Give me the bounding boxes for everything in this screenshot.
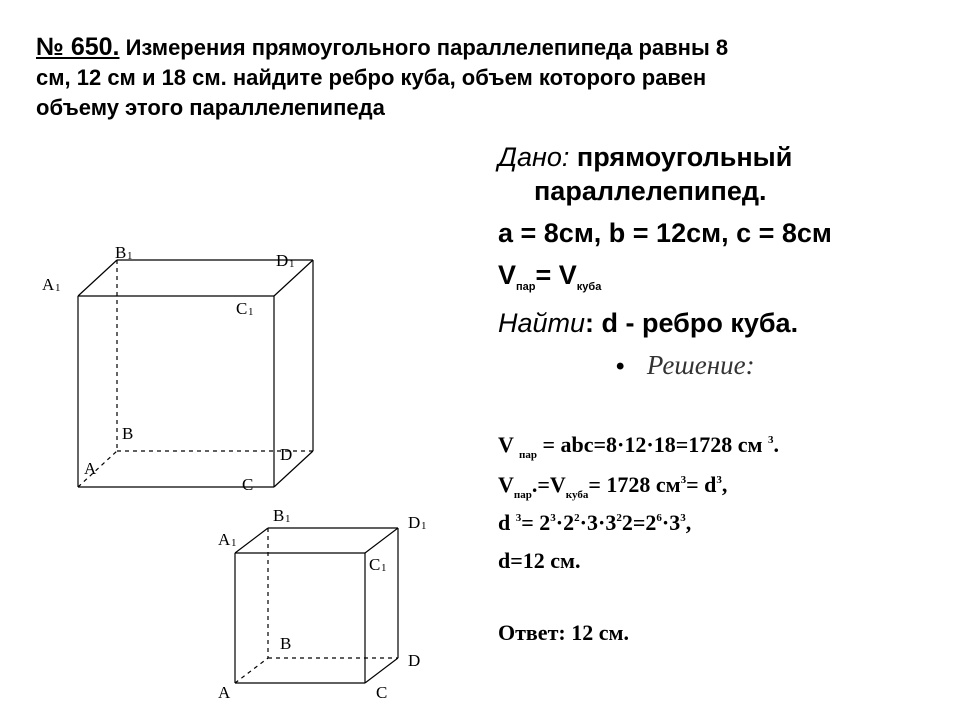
l1-a: V — [498, 432, 519, 457]
l2-b: .=V — [531, 472, 566, 497]
l1-sub: пар — [519, 449, 537, 461]
problem-number: № 650. — [36, 33, 120, 61]
fig1-label-c1-sub: 1 — [248, 306, 254, 318]
fig1-label-d1-sub: 1 — [289, 258, 295, 270]
l3-sup1: 3 — [515, 512, 522, 524]
bullet: • — [616, 353, 625, 380]
l3-sup6: 3 — [680, 512, 686, 524]
fig2-label-d: D — [408, 651, 421, 670]
l2-d: = d — [686, 472, 717, 497]
fig2-label-b: B — [280, 634, 292, 653]
l3-sup5: 6 — [656, 512, 662, 524]
fig1-label-c1: C — [236, 299, 248, 318]
fig2-label-a1-sub: 1 — [231, 537, 237, 549]
fig1-label-a1-sub: 1 — [55, 282, 61, 294]
fig2-label-b1: B — [273, 506, 285, 525]
fig2-label-d1-sub: 1 — [421, 520, 427, 532]
l3-c: ·2 — [555, 510, 575, 535]
l2-sub1: пар — [513, 489, 532, 501]
l3-sup3: 2 — [574, 512, 580, 524]
l3-sup2: 3 — [550, 512, 556, 524]
find-text: : d - ребро куба. — [585, 308, 799, 338]
l3-b: = 2 — [521, 510, 551, 535]
fig1-label-c: C — [242, 475, 254, 494]
answer: Ответ: 12 см. — [498, 620, 629, 645]
l3-e: 2=2 — [621, 510, 657, 535]
parallelepiped-figure — [78, 260, 313, 487]
l3-a: d — [498, 510, 516, 535]
solution-label: Решение: — [646, 350, 755, 380]
fig2-label-c: C — [376, 683, 388, 702]
fig2-label-c1-sub: 1 — [381, 562, 387, 574]
eq-v1: V — [498, 260, 517, 290]
l2-sub2: куба — [565, 489, 589, 501]
eq-sub1: пар — [516, 281, 536, 293]
l3-f: ·3 — [661, 510, 681, 535]
fig1-label-a1: A — [42, 275, 55, 294]
fig2-label-b1-sub: 1 — [285, 513, 291, 525]
fig1-label-b1-sub: 1 — [127, 250, 133, 262]
given-label: Дано: — [498, 142, 570, 172]
fig1-label-b1: B — [115, 243, 127, 262]
l2-sup2: 3 — [716, 474, 722, 486]
fig1-label-d1: D — [276, 251, 289, 270]
fig2-label-a1: A — [218, 530, 231, 549]
fig2-label-d1: D — [408, 513, 421, 532]
problem-text-line2: см, 12 см и 18 см. найдите ребро куба, объем которого равен — [36, 65, 707, 90]
solution-line4: d=12 см. — [498, 548, 581, 573]
l3-d: ·3·3 — [579, 510, 617, 535]
l2-e: , — [721, 472, 728, 497]
eq-mid: = V — [535, 260, 577, 290]
fig2-label-a: A — [218, 683, 231, 702]
l3-g: , — [685, 510, 692, 535]
l1-sup: 3 — [768, 434, 774, 446]
given-text1: прямоугольный — [569, 142, 793, 172]
l2-a: V — [498, 472, 514, 497]
fig1-label-a: A — [84, 459, 97, 478]
fig1-label-d: D — [280, 445, 293, 464]
l2-c: = 1728 см — [588, 472, 681, 497]
problem-text-line3: объему этого параллелепипеда — [36, 95, 385, 120]
l1-c: . — [773, 432, 780, 457]
l3-sup4: 2 — [616, 512, 622, 524]
cube-figure — [235, 528, 398, 683]
find-label: Найти — [498, 308, 586, 338]
l2-sup1: 3 — [680, 474, 687, 486]
l1-b: = abc=8·12·18=1728 см — [536, 432, 769, 457]
eq-sub2: куба — [576, 281, 602, 293]
given-line2: параллелепипед. — [534, 176, 767, 206]
fig2-label-c1: C — [369, 555, 381, 574]
problem-text-line1: Измерения прямоугольного параллелепипеда равны 8 — [119, 35, 729, 60]
given-dims: a = 8см, b = 12см, c = 8см — [498, 218, 832, 248]
fig1-label-b: B — [122, 424, 134, 443]
